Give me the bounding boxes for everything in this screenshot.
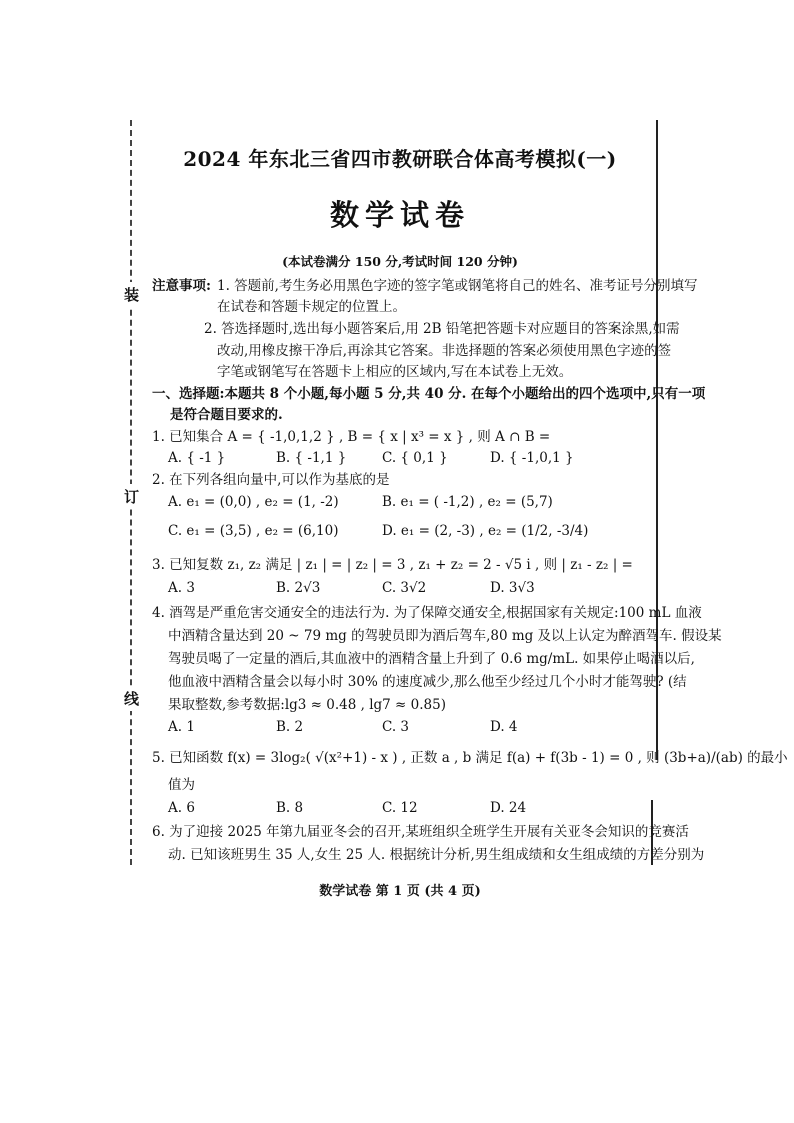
q4-line5: 果取整数,参考数据:lg3 ≈ 0.48 , lg7 ≈ 0.85)	[168, 697, 446, 713]
q1-stem: 1. 已知集合 A = { -1,0,1,2 } , B = { x | x³ = x } , 则 A ∩ B =	[152, 429, 551, 445]
binding-char-zhuang: 装	[124, 282, 139, 307]
page-footer: 数学试卷 第 1 页 (共 4 页)	[319, 884, 481, 899]
section1-heading-line2: 是符合题目要求的.	[170, 407, 283, 423]
q2-option-d: D. e₁ = (2, -3) , e₂ = (1/2, -3/4)	[382, 523, 589, 539]
q4-option-d: D. 4	[490, 719, 518, 735]
notice-item1-line2: 在试卷和答题卡规定的位置上。	[217, 299, 406, 315]
notice-item2-line2: 改动,用橡皮擦干净后,再涂其它答案。非选择题的答案必须使用黑色字迹的签	[217, 343, 672, 359]
q5-line2: 值为	[168, 777, 195, 793]
q1-option-b: B. { -1,1 }	[276, 450, 347, 466]
q4-line3: 驾驶员喝了一定量的酒后,其血液中的酒精含量上升到了 0.6 mg/mL. 如果停止喝酒以后,	[168, 651, 695, 667]
q5-line1: 5. 已知函数 f(x) = 3log₂( √(x²+1) - x ) , 正数 a , b 满足 f(a) + f(3b - 1) = 0 , 则 (3b+a)/(ab) 的最小	[152, 750, 788, 766]
q3-option-b: B. 2√3	[276, 580, 321, 596]
exam-note: (本试卷满分 150 分,考试时间 120 分钟)	[282, 254, 518, 269]
q1-option-d: D. { -1,0,1 }	[490, 450, 574, 466]
q4-line2: 中酒精含量达到 20 ~ 79 mg 的驾驶员即为酒后驾车,80 mg 及以上认定为醉酒驾车. 假设某	[168, 628, 722, 644]
q1-option-c: C. { 0,1 }	[382, 450, 448, 466]
q2-option-c: C. e₁ = (3,5) , e₂ = (6,10)	[168, 523, 339, 539]
q2-option-b: B. e₁ = ( -1,2) , e₂ = (5,7)	[382, 494, 553, 510]
notice-label: 注意事项:	[152, 278, 211, 294]
section1-heading-line1: 一、选择题:本题共 8 个小题,每小题 5 分,共 40 分. 在每个小题给出的四个选项中,只有一项	[152, 386, 706, 402]
notice-item2-line3: 字笔或钢笔写在答题卡上相应的区域内,写在本试卷上无效。	[217, 364, 573, 380]
q2-option-a: A. e₁ = (0,0) , e₂ = (1, -2)	[168, 494, 339, 510]
q5-option-c: C. 12	[382, 800, 418, 816]
q3-option-c: C. 3√2	[382, 580, 427, 596]
exam-title: 2024 年东北三省四市教研联合体高考模拟(一)	[183, 147, 617, 171]
q3-stem: 3. 已知复数 z₁, z₂ 满足 | z₁ | = | z₂ | = 3 , z₁ + z₂ = 2 - √5 i , 则 | z₁ - z₂ | =	[152, 557, 633, 573]
q4-line1: 4. 酒驾是严重危害交通安全的违法行为. 为了保障交通安全,根据国家有关规定:100 mL 血液	[152, 605, 702, 621]
q6-line1: 6. 为了迎接 2025 年第九届亚冬会的召开,某班组织全班学生开展有关亚冬会知识的竞赛活	[152, 824, 689, 840]
q5-option-b: B. 8	[276, 800, 304, 816]
q6-line2: 动. 已知该班男生 35 人,女生 25 人. 根据统计分析,男生组成绩和女生组成绩的方差分别为	[168, 847, 705, 863]
q1-option-a: A. { -1 }	[168, 450, 226, 466]
q5-option-d: D. 24	[490, 800, 527, 816]
q4-option-b: B. 2	[276, 719, 304, 735]
q4-line4: 他血液中酒精含量会以每小时 30% 的速度减少,那么他至少经过几个小时才能驾驶? (结	[168, 674, 687, 690]
binding-char-ding: 订	[124, 484, 139, 509]
notice-item1-line1: 1. 答题前,考生务必用黑色字迹的签字笔或钢笔将自己的姓名、准考证号分别填写	[217, 278, 698, 294]
binding-char-xian: 线	[124, 686, 139, 711]
q4-option-a: A. 1	[168, 719, 195, 735]
subject-title: 数学试卷	[329, 198, 470, 232]
q4-option-c: C. 3	[382, 719, 410, 735]
q3-option-d: D. 3√3	[490, 580, 535, 596]
q3-option-a: A. 3	[168, 580, 195, 596]
q5-option-a: A. 6	[168, 800, 195, 816]
notice-item2-line1: 2. 答选择题时,选出每小题答案后,用 2B 铅笔把答题卡对应题目的答案涂黑,如需	[204, 321, 680, 337]
q2-stem: 2. 在下列各组向量中,可以作为基底的是	[152, 472, 390, 488]
